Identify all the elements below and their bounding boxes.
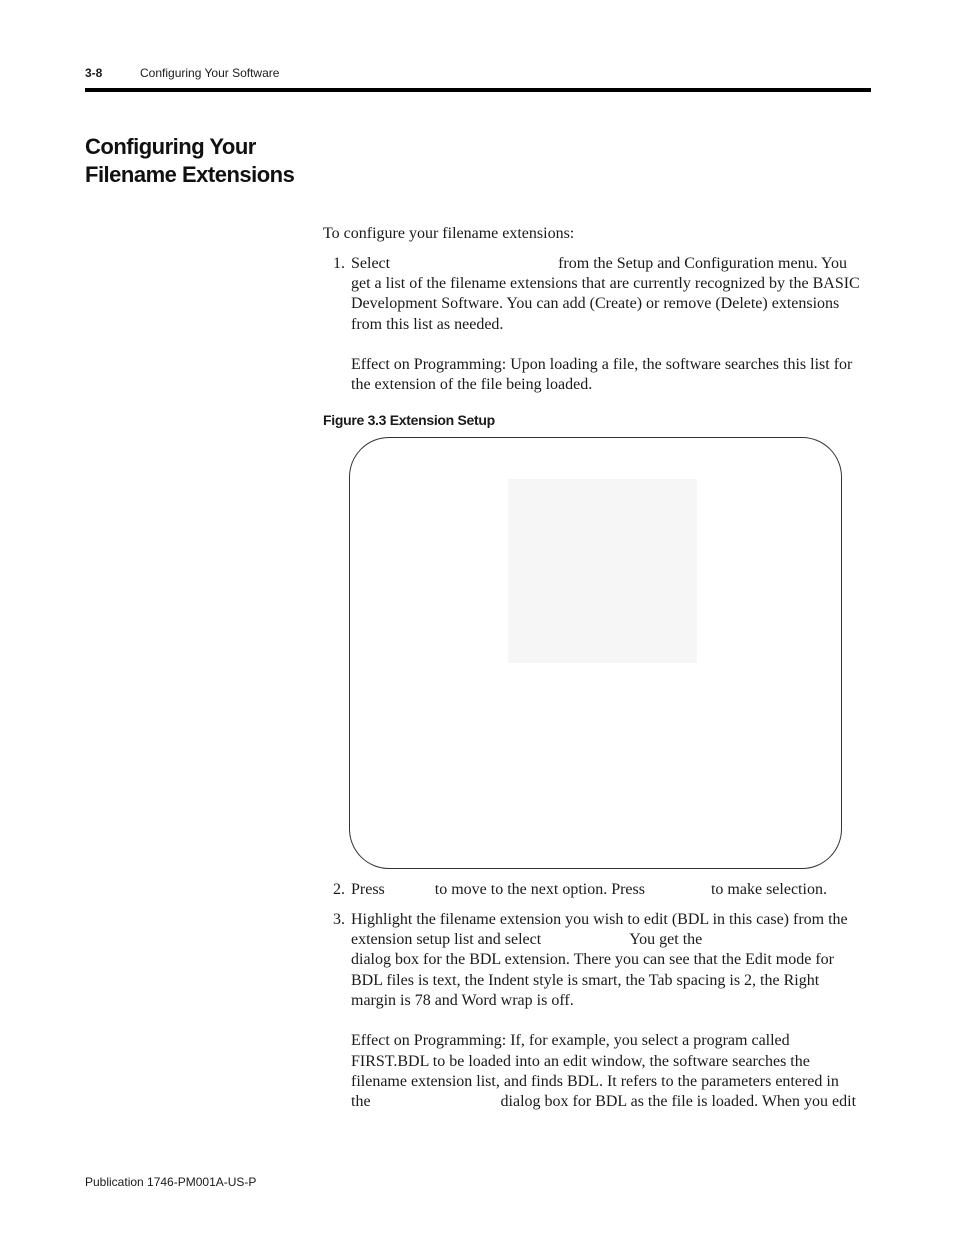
page-number: 3-8 (85, 66, 103, 80)
step-3-effect-line-4a: the (351, 1093, 371, 1110)
step-3-line-2b: You get the (629, 931, 703, 948)
section-title-line-1: Configuring Your (85, 134, 256, 159)
step-3-effect-line-1: Effect on Programming: If, for example, you select a program called (351, 1032, 790, 1049)
step-2-press: Press (351, 881, 385, 898)
step-2-end: to make selection. (710, 881, 827, 898)
figure-caption: Figure 3.3 Extension Setup (323, 412, 495, 428)
step-3-number: 3. (333, 911, 345, 928)
intro-text: To configure your filename extensions: (323, 225, 575, 242)
step-3-line-5: margin is 78 and Word wrap is off. (351, 992, 574, 1009)
step-3-effect-line-4b: dialog box for BDL as the file is loaded. When you edit (500, 1093, 857, 1110)
step-1-line-1-rest: from the Setup and Configuration menu. You (558, 255, 847, 272)
step-3-effect-line-3: filename extension list, and finds BDL. It refers to the parameters entered in (351, 1073, 839, 1090)
figure-screenshot-placeholder (508, 479, 697, 663)
step-1-effect-line-2: the extension of the file being loaded. (351, 376, 593, 393)
chapter-title: Configuring Your Software (140, 66, 280, 80)
step-1-number: 1. (333, 255, 345, 272)
step-1-effect-line-1: Effect on Programming: Upon loading a file, the software searches this list for (351, 356, 853, 373)
step-1-line-4: from this list as needed. (351, 316, 504, 333)
step-3-effect-line-4 (351, 1092, 856, 1112)
step-1-select: Select (351, 255, 391, 272)
section-title (85, 133, 294, 189)
step-1-line-2: get a list of the filename extensions that are currently recognized by the BASIC (351, 275, 860, 292)
step-2-number: 2. (333, 881, 345, 898)
section-title-line-2: Filename Extensions (85, 162, 295, 187)
step-1-line-3: Development Software. You can add (Create) or remove (Delete) extensions (351, 295, 840, 312)
step-1-line-1 (351, 254, 847, 274)
footer-publication: Publication 1746-PM001A-US-P (85, 1175, 257, 1189)
header-rule (85, 88, 871, 92)
step-2-mid: to move to the next option. Press (434, 881, 645, 898)
step-3-line-4: BDL files is text, the Indent style is smart, the Tab spacing is 2, the Right (351, 972, 820, 989)
step-3-line-2 (351, 930, 702, 950)
step-2-line-1 (351, 880, 827, 900)
step-3-line-3: dialog box for the BDL extension. There you can see that the Edit mode for (351, 951, 834, 968)
step-3-line-1: Highlight the filename extension you wish to edit (BDL in this case) from the (351, 911, 848, 928)
step-3-line-2a: extension setup list and select (351, 931, 542, 948)
step-3-effect-line-2: FIRST.BDL to be loaded into an edit window, the software searches the (351, 1053, 810, 1070)
